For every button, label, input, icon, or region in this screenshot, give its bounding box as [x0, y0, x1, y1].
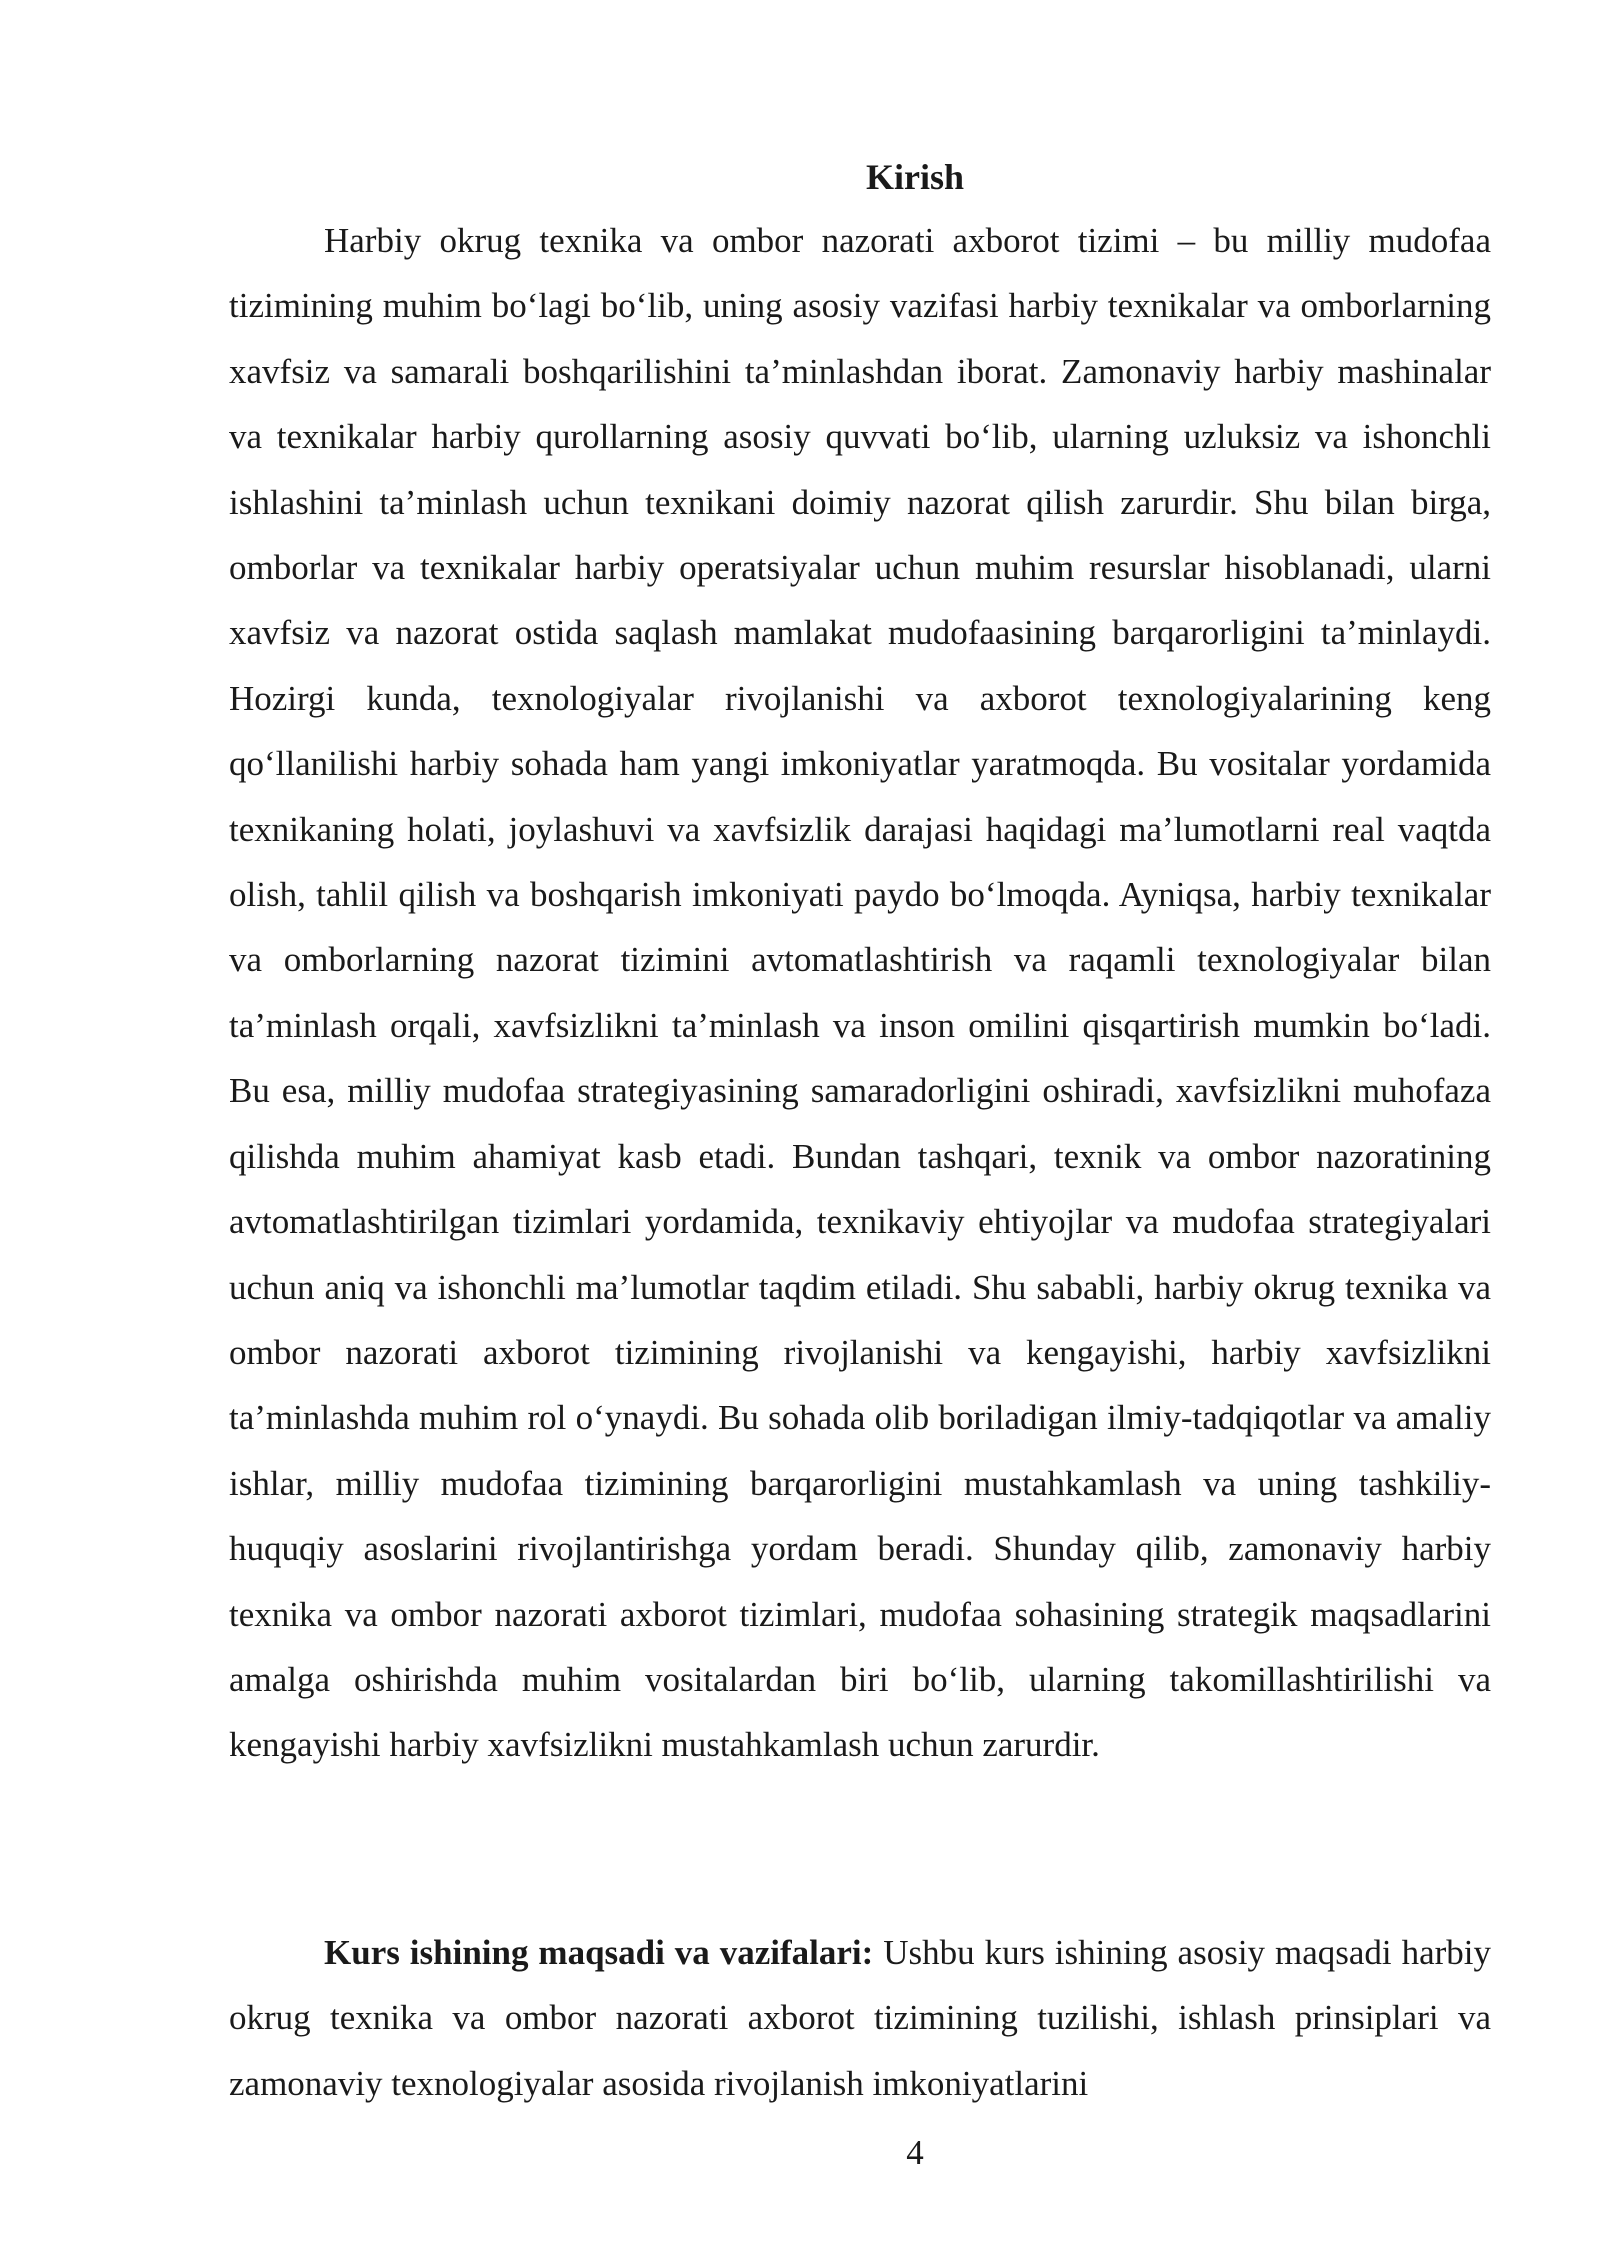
- goals-paragraph-text: Ushbu kurs ishining asosiy maqsadi harbiy okrug texnika va ombor nazorati axborot tizimining tuzilishi, ishlash prinsiplari va zamonaviy texnologiyalar asosida rivojlanish imkoniyatlarini: [229, 1933, 1491, 2103]
- intro-paragraph: Harbiy okrug texnika va ombor nazorati axborot tizimi – bu milliy mudofaa tizimining muhim bo‘lagi bo‘lib, uning asosiy vazifasi harbiy texnikalar va omborlarning xavfsiz va samarali boshqarilishini ta’minlashdan iborat. Zamonaviy harbiy mashinalar va texnikalar harbiy qurollarning asosiy quvvati bo‘lib, ularning uzluksiz va ishonchli ishlashini ta’minlash uchun texnikani doimiy nazorat qilish zarurdir. Shu bilan birga, omborlar va texnikalar harbiy operatsiyalar uchun muhim resurslar hisoblanadi, ularni xavfsiz va nazorat ostida saqlash mamlakat mudofaasining barqarorligini ta’minlaydi. Hozirgi kunda, texnologiyalar rivojlanishi va axborot texnologiyalarining keng qo‘llanilishi harbiy sohada ham yangi imkoniyatlar yaratmoqda. Bu vositalar yordamida texnikaning holati, joylashuvi va xavfsizlik darajasi haqidagi ma’lumotlarni real vaqtda olish, tahlil qilish va boshqarish imkoniyati paydo bo‘lmoqda. Ayniqsa, harbiy texnikalar va omborlarning nazorat tizimini avtomatlashtirish va raqamli texnologiyalar bilan ta’minlash orqali, xavfsizlikni ta’minlash va inson omilini qisqartirish mumkin bo‘ladi. Bu esa, milliy mudofaa strategiyasining samaradorligini oshiradi, xavfsizlikni muhofaza qilishda muhim ahamiyat kasb etadi. Bundan tashqari, texnik va ombor nazoratining avtomatlashtirilgan tizimlari yordamida, texnikaviy ehtiyojlar va mudofaa strategiyalari uchun aniq va ishonchli ma’lumotlar taqdim etiladi. Shu sababli, harbiy okrug texnika va ombor nazorati axborot tizimining rivojlanishi va kengayishi, harbiy xavfsizlikni ta’minlashda muhim rol o‘ynaydi. Bu sohada olib boriladigan ilmiy-tadqiqotlar va amaliy ishlar, milliy mudofaa tizimining barqarorligini mustahkamlash va uning tashkiliy-huquqiy asoslarini rivojlantirishga yordam beradi. Shunday qilib, zamonaviy harbiy texnika va ombor nazorati axborot tizimlari, mudofaa sohasining strategik maqsadlarini amalga oshirishda muhim vositalardan biri bo‘lib, ularning takomillashtirilishi va kengayishi harbiy xavfsizlikni mustahkamlash uchun zarurdir.: [229, 221, 1491, 1765]
- goals-paragraph-lead: Kurs ishining maqsadi va vazifalari:: [324, 1933, 874, 1972]
- section-heading: Kirish: [865, 157, 964, 197]
- goals-paragraph: [229, 1920, 1491, 2116]
- page-number: 4: [906, 2133, 924, 2172]
